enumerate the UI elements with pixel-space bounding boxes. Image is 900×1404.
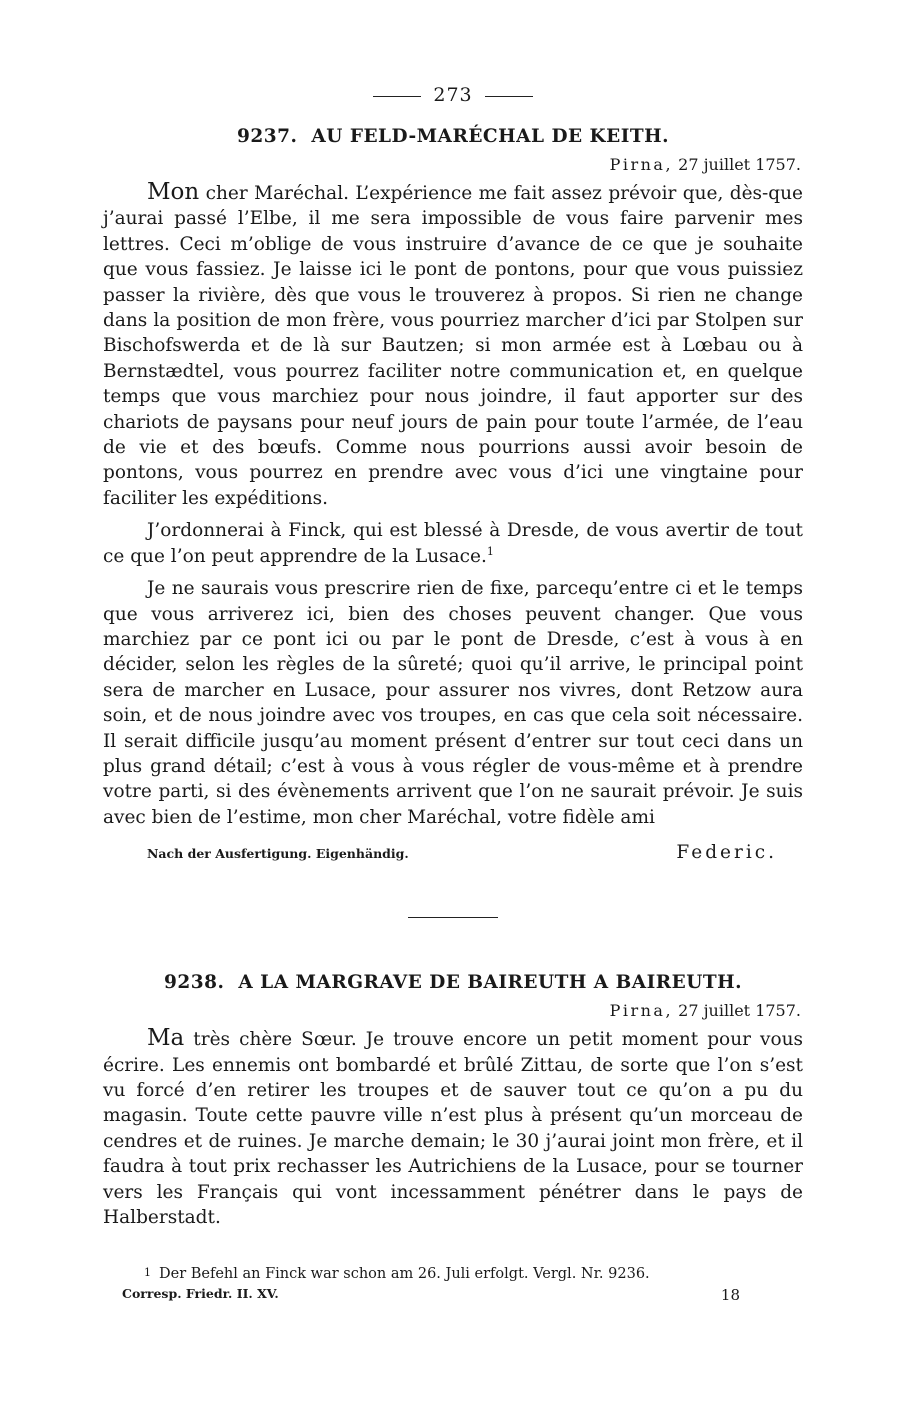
footnotes [122, 1266, 762, 1304]
paragraph [103, 180, 803, 511]
letter-heading [103, 126, 803, 147]
dateline [103, 1001, 803, 1020]
page-number [103, 84, 803, 106]
paragraph [103, 1026, 803, 1230]
footnote-mark: 1 [144, 1266, 151, 1279]
letter-9238 [103, 972, 803, 1230]
dateline-date: 27 juillet 1757. [678, 1001, 801, 1021]
collection-signature: Corresp. Friedr. II. XV. [122, 1286, 279, 1301]
letter-closing [103, 842, 803, 863]
dateline [103, 155, 803, 174]
letter-number: 9237. [236, 126, 298, 147]
letter-title: AU FELD-MARÉCHAL DE KEITH. [311, 126, 670, 147]
paragraph-text: très chère Sœur. Je trouve encore un petit moment pour vous écrire. Les ennemis ont bombardé et brûlé Zittau, de sorte que l’on s’est vu forcé d’en retirer les troupes et de sauver tout ce qu’on a pu du magasin. Toute cette pauvre ville n’est plus à présent qu’un morceau de cendres et de ruines. Je marche demain; le 30 j’aurai joint mon frère, et il faudra à tout prix rechasser les Autrichiens de la Lusace, pour se tourner vers les Français qui vont incessamment pénétrer dans le pays de Halberstadt. [103, 1029, 803, 1228]
letter-number: 9238. [163, 972, 225, 994]
footnote-reference[interactable]: 1 [486, 544, 494, 558]
letter-title: A LA MARGRAVE DE BAIREUTH A BAIREUTH. [238, 972, 743, 994]
signature: Federic. [676, 842, 777, 864]
printer-signature-line [122, 1286, 762, 1304]
salutation-initial: Mon [147, 179, 200, 205]
paragraph [103, 518, 803, 569]
paragraph [103, 576, 803, 830]
page-number-text: 273 [433, 84, 473, 106]
footnote-text: Der Befehl an Finck war schon am 26. Juli erfolgt. Vergl. Nr. 9236. [159, 1266, 650, 1282]
dateline-place: Pirna, [609, 1001, 674, 1021]
paragraph-text: J’ordonnerai à Finck, qui est blessé à Dresde, de vous avertir de tout ce que l’on peut apprendre de la Lusace. [103, 520, 803, 567]
salutation-initial: Ma [147, 1025, 185, 1052]
paragraph-text: cher Maréchal. L’expérience me fait assez prévoir que, dès-que j’aurai passé l’Elbe, il me sera impossible de vous faire parvenir mes lettres. Ceci m’oblige de vous instruire d’avance de ce que je souhaite que vous fassiez. Je laisse ici le pont de pontons, pour que vous puissiez passer la rivière, dès que vous le trouverez à propos. Si rien ne change dans la position de mon frère, vous pourriez marcher d’ici par Stolpen sur Bischofswerda et de là sur Bautzen; si mon armée est à Lœbau ou à Bernstædtel, vous pourrez faciliter notre communication et, en quelque temps que vous marchiez pour nous joindre, il faut apporter sur des chariots de paysans pour neuf jours de pain pour toute l’armée, de l’eau de vie et des bœufs. Comme nous pourrions aussi avoir besoin de pontons, vous pourrez en prendre avec vous d’ici une vingtaine pour faciliter les expéditions. [103, 183, 803, 509]
dash-right [485, 96, 533, 97]
dash-left [373, 96, 421, 97]
source-note: Nach der Ausfertigung. Eigenhändig. [147, 846, 409, 862]
letter-heading [103, 972, 803, 993]
dateline-place: Pirna, [609, 155, 674, 174]
paragraph-text: Je ne saurais vous prescrire rien de fixe, parcequ’entre ci et le temps que vous arriverez ici, bien des choses peuvent changer. Que vous marchiez par ce pont ici ou par le pont de Dresde, c’est à vous à en décider, selon les règles de la sûreté; quoi qu’il arrive, le principal point sera de marcher en Lusace, pour assurer nos vivres, dont Retzow aura soin, et de nous joindre avec vos troupes, en cas que cela soit nécessaire. Il serait difficile jusqu’au moment présent d’entrer sur tout ceci dans un plus grand détail; c’est à vous à vous régler de vous-même et à prendre votre parti, si des évènements arrivent que l’on ne saurait prévoir. Je suis avec bien de l’estime, mon cher Maréchal, votre fidèle ami [103, 578, 803, 828]
sheet-number: 18 [720, 1286, 740, 1304]
letter-9237 [103, 126, 803, 863]
footnote [122, 1266, 762, 1282]
page-body [103, 84, 803, 1230]
dateline-date: 27 juillet 1757. [678, 155, 801, 174]
section-separator [408, 917, 498, 918]
